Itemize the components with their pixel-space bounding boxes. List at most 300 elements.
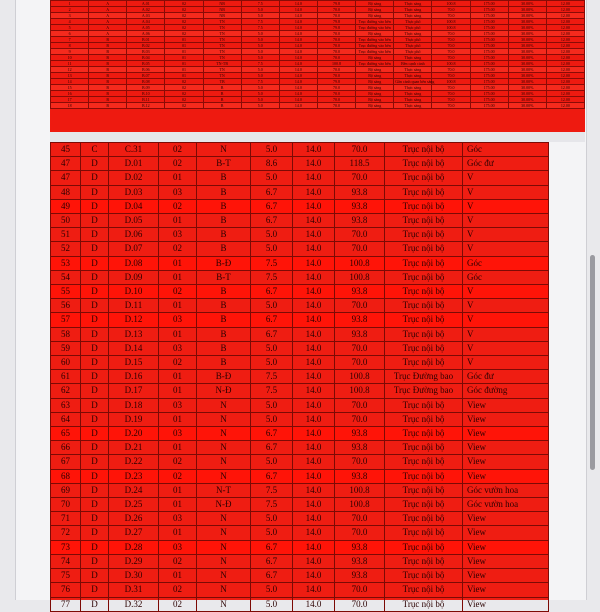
- top-table-cell: 100.8: [432, 79, 470, 85]
- cell-w: 6.7: [251, 554, 293, 568]
- top-table-cell: 30.00%: [508, 97, 546, 103]
- cell-l: 14.0: [293, 441, 335, 455]
- cell-pos: Trục nội bộ: [385, 597, 463, 611]
- top-table-cell: 02: [165, 31, 203, 37]
- top-table-cell: 175.00: [470, 79, 508, 85]
- top-table-cell: A.03: [127, 13, 165, 19]
- top-table-cell: 70.0: [432, 85, 470, 91]
- cell-l: 14.0: [293, 327, 335, 341]
- cell-block: D: [81, 412, 109, 426]
- cell-view: Góc vườn hoa: [463, 498, 549, 512]
- cell-l: 14.0: [293, 313, 335, 327]
- cell-area: 100.8: [335, 256, 385, 270]
- top-table-cell: Bộ sàng: [356, 91, 394, 97]
- top-table-cell: Bộ sàng: [356, 7, 394, 13]
- cell-view: V: [463, 341, 549, 355]
- cell-pos: Trục nội bộ: [385, 469, 463, 483]
- top-table-cell: 14.0: [279, 61, 317, 67]
- cell-pos: Trục nội bộ: [385, 270, 463, 284]
- cell-l: 14.0: [293, 412, 335, 426]
- top-table-cell: B: [203, 85, 241, 91]
- top-table-cell: A.01: [127, 1, 165, 7]
- cell-dir: B: [197, 171, 251, 185]
- top-table-cell: 30.00%: [508, 73, 546, 79]
- cell-view: View: [463, 512, 549, 526]
- top-table-cell: Thực phố: [394, 43, 432, 49]
- cell-area: 70.0: [335, 228, 385, 242]
- top-table-cell: 2: [51, 7, 89, 13]
- top-table-cell: Bộ sàng: [356, 73, 394, 79]
- top-table-cell: 14.0: [279, 49, 317, 55]
- top-table-cell: A: [89, 7, 127, 13]
- cell-no: 61: [51, 370, 81, 384]
- top-table-cell: 5.0: [241, 97, 279, 103]
- cell-block: D: [81, 583, 109, 597]
- top-table-cell: A: [89, 31, 127, 37]
- top-table-cell: 70.0: [317, 31, 355, 37]
- cell-l: 14.0: [293, 498, 335, 512]
- top-table-cell: Thực sàng: [394, 91, 432, 97]
- top-table-cell: 5.0: [241, 91, 279, 97]
- cell-block: D: [81, 185, 109, 199]
- top-table-cell: 30.00%: [508, 7, 546, 13]
- top-table-cell: 14.0: [279, 37, 317, 43]
- cell-no: 55: [51, 285, 81, 299]
- top-table-cell: 30.00%: [508, 67, 546, 73]
- top-table-cell: 30.00%: [508, 79, 546, 85]
- cell-no: 62: [51, 384, 81, 398]
- table-row: [51, 185, 549, 199]
- table-row: [51, 441, 549, 455]
- cell-block: D: [81, 214, 109, 228]
- scrollbar-thumb[interactable]: [590, 255, 595, 470]
- cell-code: C.31: [109, 143, 159, 157]
- cell-floors: 01: [159, 483, 197, 497]
- top-table-cell: Bộ sàng: [356, 31, 394, 37]
- top-table-cell: 70.0: [317, 13, 355, 19]
- cell-code: D.06: [109, 228, 159, 242]
- cell-code: D.20: [109, 427, 159, 441]
- top-table-cell: Thực sàng: [394, 97, 432, 103]
- top-table-cell: 02: [165, 25, 203, 31]
- cell-pos: Trục nội bộ: [385, 583, 463, 597]
- cell-no: 68: [51, 469, 81, 483]
- top-table-cell: 02: [165, 91, 203, 97]
- top-table-cell: 01: [165, 55, 203, 61]
- cell-code: D.01: [109, 157, 159, 171]
- cell-dir: N: [197, 526, 251, 540]
- cell-area: 70.0: [335, 412, 385, 426]
- cell-code: D.26: [109, 512, 159, 526]
- top-table-cell: 175.00: [470, 19, 508, 25]
- top-table-cell: A: [89, 19, 127, 25]
- table-row: [51, 512, 549, 526]
- top-table-cell: 12.00: [546, 91, 584, 97]
- top-table-cell: B: [89, 103, 127, 109]
- top-table-cell: 5.0: [241, 73, 279, 79]
- top-table-cell: 5: [51, 25, 89, 31]
- cell-view: Góc: [463, 270, 549, 284]
- top-table-cell: Bộ sàng: [356, 67, 394, 73]
- cell-area: 93.8: [335, 540, 385, 554]
- top-table-cell: 12.00: [546, 31, 584, 37]
- top-table-cell: Bộ sàng: [356, 103, 394, 109]
- cell-dir: N: [197, 427, 251, 441]
- cell-dir: N: [197, 512, 251, 526]
- table-row: [51, 313, 549, 327]
- top-table-cell: Thực sàng: [394, 85, 432, 91]
- cell-pos: Trục nội bộ: [385, 498, 463, 512]
- cell-area: 93.8: [335, 327, 385, 341]
- top-table-cell: TN-TB: [203, 61, 241, 67]
- cell-code: D.10: [109, 285, 159, 299]
- top-table-cell: 14.0: [279, 7, 317, 13]
- top-table-cell: Thực phố: [394, 49, 432, 55]
- top-table-cell: 12.00: [546, 73, 584, 79]
- cell-area: 93.8: [335, 313, 385, 327]
- top-table-cell: 12.00: [546, 97, 584, 103]
- cell-view: View: [463, 554, 549, 568]
- top-table-cell: 5.0: [241, 43, 279, 49]
- cell-pos: Trục nội bộ: [385, 256, 463, 270]
- top-table-cell: 5.0: [241, 7, 279, 13]
- cell-w: 5.0: [251, 341, 293, 355]
- cell-area: 93.8: [335, 569, 385, 583]
- cell-view: View: [463, 597, 549, 611]
- table-row: [51, 270, 549, 284]
- cell-block: D: [81, 299, 109, 313]
- top-table-cell: Thực sàng: [394, 1, 432, 7]
- top-table-cell: 175.00: [470, 31, 508, 37]
- top-table-cell: A.06: [127, 31, 165, 37]
- cell-l: 14.0: [293, 157, 335, 171]
- cell-w: 5.0: [251, 299, 293, 313]
- top-table-cell: 12.00: [546, 85, 584, 91]
- top-table-cell: 10: [51, 55, 89, 61]
- cell-floors: 01: [159, 569, 197, 583]
- cell-area: 93.8: [335, 185, 385, 199]
- table-row: [51, 327, 549, 341]
- top-table-cell: 14.0: [279, 103, 317, 109]
- top-table-cell: 7: [51, 37, 89, 43]
- top-table-cell: 02: [165, 13, 203, 19]
- cell-floors: 02: [159, 285, 197, 299]
- cell-code: D.30: [109, 569, 159, 583]
- cell-floors: 01: [159, 370, 197, 384]
- top-table-cell: TN: [203, 31, 241, 37]
- cell-w: 6.7: [251, 313, 293, 327]
- top-table-cell: 01: [165, 73, 203, 79]
- top-table-cell: 175.00: [470, 55, 508, 61]
- top-table-cell: 12.00: [546, 1, 584, 7]
- cell-view: View: [463, 540, 549, 554]
- cell-floors: 01: [159, 327, 197, 341]
- top-table-cell: Trục đường vào bên: [356, 19, 394, 25]
- top-table-cell: 100.8: [432, 1, 470, 7]
- top-table-cell: 12.00: [546, 61, 584, 67]
- cell-area: 70.0: [335, 143, 385, 157]
- cell-floors: 03: [159, 427, 197, 441]
- cell-floors: 02: [159, 455, 197, 469]
- top-table-cell: B.07: [127, 73, 165, 79]
- cell-dir: B: [197, 242, 251, 256]
- top-table-cell: 70.0: [432, 103, 470, 109]
- cell-area: 70.0: [335, 583, 385, 597]
- cell-code: D.16: [109, 370, 159, 384]
- top-table-cell: Bộ sàng: [356, 79, 394, 85]
- cell-dir: N: [197, 412, 251, 426]
- cell-code: D.08: [109, 256, 159, 270]
- cell-block: D: [81, 498, 109, 512]
- table-row: [51, 242, 549, 256]
- top-table-cell: 79.8: [317, 19, 355, 25]
- cell-pos: Trục nội bộ: [385, 412, 463, 426]
- cell-floors: 02: [159, 583, 197, 597]
- cell-pos: Trục nội bộ: [385, 185, 463, 199]
- top-table-cell: 14.0: [279, 67, 317, 73]
- cell-pos: Trục nội bộ: [385, 526, 463, 540]
- cell-block: D: [81, 455, 109, 469]
- cell-floors: 01: [159, 412, 197, 426]
- top-table-cell: Trục đường vào bên: [356, 25, 394, 31]
- cell-dir: N: [197, 398, 251, 412]
- cell-area: 100.8: [335, 483, 385, 497]
- top-table-cell: B: [203, 103, 241, 109]
- cell-no: 51: [51, 228, 81, 242]
- cell-pos: Trục nội bộ: [385, 540, 463, 554]
- top-table-cell: 7.5: [241, 19, 279, 25]
- top-table-cell: Trục đường vào bên: [356, 49, 394, 55]
- cell-view: V: [463, 185, 549, 199]
- top-table-cell: 15: [51, 85, 89, 91]
- cell-l: 14.0: [293, 270, 335, 284]
- cell-dir: N-T: [197, 483, 251, 497]
- cell-floors: 01: [159, 526, 197, 540]
- top-table-cell: 14.0: [279, 13, 317, 19]
- top-table-cell: 01: [165, 49, 203, 55]
- cell-floors: 02: [159, 157, 197, 171]
- cell-floors: 02: [159, 242, 197, 256]
- top-table-cell: Thực sàng: [394, 55, 432, 61]
- cell-dir: B: [197, 327, 251, 341]
- cell-no: 50: [51, 214, 81, 228]
- top-table-cell: 02: [165, 79, 203, 85]
- cell-block: D: [81, 526, 109, 540]
- top-table-cell: Thực phố: [394, 37, 432, 43]
- cell-pos: Trục nội bộ: [385, 327, 463, 341]
- top-table-cell: 14.0: [279, 25, 317, 31]
- top-table-cell: 12.00: [546, 67, 584, 73]
- top-table-cell: 175.00: [470, 43, 508, 49]
- cell-dir: B-T: [197, 270, 251, 284]
- top-table-cell: 5.0: [241, 37, 279, 43]
- top-table-cell: 12: [51, 67, 89, 73]
- cell-block: D: [81, 199, 109, 213]
- top-table-cell: 30.00%: [508, 13, 546, 19]
- top-table-cell: B: [89, 55, 127, 61]
- cell-no: 66: [51, 441, 81, 455]
- cell-floors: 01: [159, 441, 197, 455]
- cell-w: 6.7: [251, 185, 293, 199]
- cell-l: 14.0: [293, 171, 335, 185]
- cell-w: 5.0: [251, 526, 293, 540]
- top-table-cell: Thực sàng: [394, 31, 432, 37]
- cell-view: Góc vườn hoa: [463, 483, 549, 497]
- top-table-cell: 02: [165, 7, 203, 13]
- top-table-cell: 7.5: [241, 79, 279, 85]
- cell-w: 6.7: [251, 427, 293, 441]
- table-row: [51, 356, 549, 370]
- top-table-cell: 30.00%: [508, 31, 546, 37]
- cell-block: D: [81, 427, 109, 441]
- cell-block: D: [81, 441, 109, 455]
- top-table-cell: 175.00: [470, 73, 508, 79]
- cell-l: 14.0: [293, 285, 335, 299]
- cell-w: 6.7: [251, 214, 293, 228]
- cell-w: 5.0: [251, 455, 293, 469]
- top-table-cell: 18: [51, 103, 89, 109]
- cell-l: 14.0: [293, 540, 335, 554]
- cell-view: View: [463, 583, 549, 597]
- table-row: [51, 256, 549, 270]
- top-table-cell: 14.0: [279, 55, 317, 61]
- top-table-cell: B.12: [127, 103, 165, 109]
- top-table-cell: 70.0: [432, 37, 470, 43]
- cell-code: D.09: [109, 270, 159, 284]
- cell-pos: Trục nội bộ: [385, 299, 463, 313]
- top-table-cell: 79.8: [317, 79, 355, 85]
- cell-no: 45: [51, 143, 81, 157]
- cell-l: 14.0: [293, 526, 335, 540]
- top-table-cell: B: [89, 97, 127, 103]
- top-table-cell: 70.0: [317, 85, 355, 91]
- top-table-cell: 175.00: [470, 7, 508, 13]
- cell-view: V: [463, 299, 549, 313]
- cell-block: D: [81, 469, 109, 483]
- cell-pos: Trục nội bộ: [385, 242, 463, 256]
- top-table-cell: TN: [203, 49, 241, 55]
- cell-l: 14.0: [293, 483, 335, 497]
- top-table-cell: 175.00: [470, 49, 508, 55]
- cell-w: 5.0: [251, 171, 293, 185]
- cell-code: D.11: [109, 299, 159, 313]
- top-table-cell: 70.0: [317, 43, 355, 49]
- cell-no: 63: [51, 398, 81, 412]
- cell-block: D: [81, 512, 109, 526]
- cell-dir: N: [197, 469, 251, 483]
- top-table-row: [51, 103, 585, 109]
- table-row: [51, 171, 549, 185]
- top-table-cell: 175.00: [470, 61, 508, 67]
- top-table-cell: 175.00: [470, 91, 508, 97]
- cell-area: 100.8: [335, 498, 385, 512]
- top-table-cell: 79.8: [317, 1, 355, 7]
- cell-code: D.12: [109, 313, 159, 327]
- top-table-cell: A: [89, 1, 127, 7]
- cell-view: View: [463, 398, 549, 412]
- top-table-cell: 6: [51, 31, 89, 37]
- cell-block: D: [81, 398, 109, 412]
- cell-no: 67: [51, 455, 81, 469]
- cell-code: D.13: [109, 327, 159, 341]
- cell-pos: Trục nội bộ: [385, 455, 463, 469]
- cell-floors: 03: [159, 313, 197, 327]
- top-table-cell: B: [203, 97, 241, 103]
- top-table-cell: 14.0: [279, 97, 317, 103]
- cell-block: D: [81, 370, 109, 384]
- top-table-cell: 5.0: [241, 67, 279, 73]
- cell-l: 14.0: [293, 299, 335, 313]
- cell-dir: B-T: [197, 157, 251, 171]
- cell-area: 93.8: [335, 199, 385, 213]
- cell-l: 14.0: [293, 427, 335, 441]
- table-row: [51, 455, 549, 469]
- spreadsheet-top-block: [50, 0, 585, 132]
- cell-dir: B: [197, 228, 251, 242]
- cell-view: V: [463, 228, 549, 242]
- top-table-cell: 175.00: [470, 85, 508, 91]
- top-table-cell: 30.00%: [508, 91, 546, 97]
- cell-dir: N-Đ: [197, 498, 251, 512]
- top-table-cell: 14.0: [279, 91, 317, 97]
- top-table: [50, 0, 585, 109]
- cell-no: 73: [51, 540, 81, 554]
- cell-l: 14.0: [293, 583, 335, 597]
- cell-w: 6.7: [251, 469, 293, 483]
- top-table-cell: TN: [203, 25, 241, 31]
- cell-w: 7.5: [251, 384, 293, 398]
- top-table-cell: 14.0: [279, 79, 317, 85]
- top-table-cell: 5.0: [241, 31, 279, 37]
- cell-view: V: [463, 171, 549, 185]
- top-table-cell: 11: [51, 61, 89, 67]
- top-table-cell: 175.00: [470, 25, 508, 31]
- cell-pos: Trục nội bộ: [385, 441, 463, 455]
- cell-block: D: [81, 483, 109, 497]
- top-table-cell: 7.5: [241, 61, 279, 67]
- top-table-cell: 70.0: [317, 73, 355, 79]
- top-table-cell: B: [89, 91, 127, 97]
- top-table-cell: 02: [165, 103, 203, 109]
- top-table-cell: 175.00: [470, 1, 508, 7]
- cell-block: D: [81, 569, 109, 583]
- cell-floors: 03: [159, 398, 197, 412]
- top-table-cell: A.04: [127, 19, 165, 25]
- top-table-cell: 30.00%: [508, 43, 546, 49]
- cell-floors: 02: [159, 143, 197, 157]
- top-table-cell: B: [89, 85, 127, 91]
- cell-w: 6.7: [251, 327, 293, 341]
- top-table-cell: 30.00%: [508, 49, 546, 55]
- top-table-cell: Thực sàng: [394, 7, 432, 13]
- top-table-cell: 70.0: [432, 91, 470, 97]
- top-table-cell: 01: [165, 67, 203, 73]
- top-table-cell: A.05: [127, 25, 165, 31]
- top-table-cell: 175.00: [470, 13, 508, 19]
- cell-floors: 03: [159, 228, 197, 242]
- cell-w: 7.5: [251, 483, 293, 497]
- top-table-cell: B.10: [127, 91, 165, 97]
- cell-block: D: [81, 597, 109, 611]
- cell-no: 72: [51, 526, 81, 540]
- cell-code: D.24: [109, 483, 159, 497]
- top-table-cell: B: [89, 79, 127, 85]
- top-table-cell: Bộ sàng: [356, 97, 394, 103]
- top-table-cell: 70.0: [432, 49, 470, 55]
- top-table-cell: B.04: [127, 55, 165, 61]
- cell-code: D.18: [109, 398, 159, 412]
- table-row: [51, 228, 549, 242]
